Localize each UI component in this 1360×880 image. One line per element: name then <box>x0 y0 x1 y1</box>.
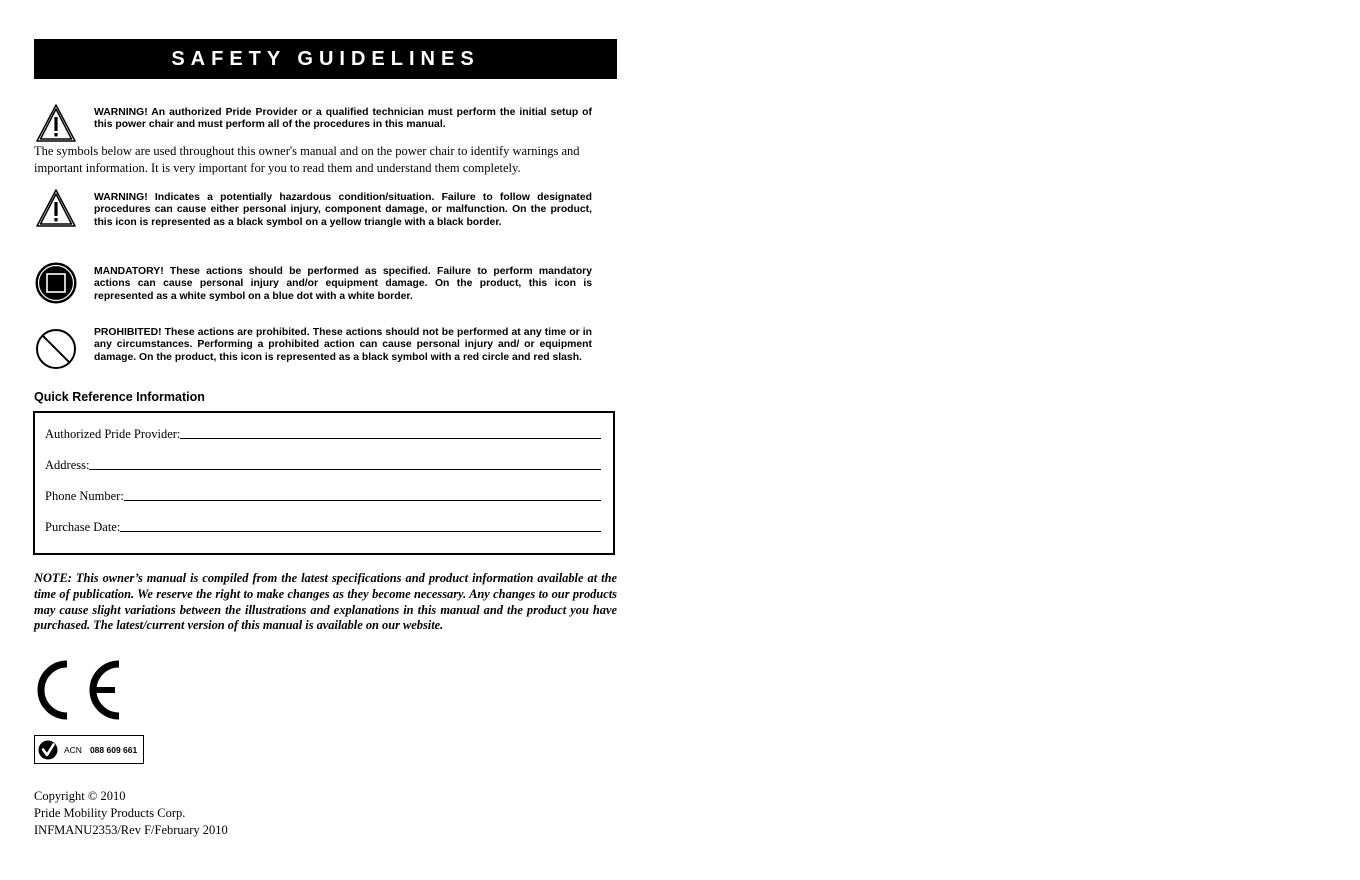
ce-mark-icon <box>34 658 126 722</box>
symbol-warning <box>34 192 592 231</box>
symbol-mandatory-text: MANDATORY! These actions should be performed as specified. Failure to perform mandatory actions can cause personal injury and/or equipment damage. On the product, this icon is represented as a white symbol on a blue dot with a white border. <box>94 266 592 302</box>
c-tick-badge <box>34 735 144 764</box>
phone-field[interactable] <box>45 489 601 504</box>
manual-note: NOTE: This owner’s manual is compiled from the latest specifications and product information available at the time of publication. We reserve the right to make changes as they become necessary. Any changes to our products may cause slight variations between the illustrations and explanations in this manual and the product you have purchased. The latest/current version of this manual is available on our website. <box>34 571 617 633</box>
quick-reference-title: Quick Reference Information <box>34 390 205 404</box>
warning-triangle-icon <box>34 102 78 146</box>
acn-number: 088 609 661 <box>89 744 138 755</box>
provider-field[interactable] <box>45 427 601 442</box>
mandatory-dot-icon <box>34 261 78 305</box>
document-reference: INFMANU2353/Rev F/February 2010 <box>34 823 228 837</box>
provider-line <box>180 437 601 439</box>
symbol-warning-text: WARNING! Indicates a potentially hazardous condition/situation. Failure to follow designated procedures can cause either personal injury, component damage, or malfunction. On the product, this icon is represented as a black symbol on a yellow triangle with a black border. <box>94 192 592 228</box>
symbols-intro: The symbols below are used throughout this owner's manual and on the power chair to identify warnings and important information. It is very important for you to read them and understand them completely. <box>34 144 580 175</box>
purchase-date-field[interactable] <box>45 520 601 535</box>
page-title: SAFETY GUIDELINES <box>34 39 617 79</box>
prohibited-circle-icon <box>34 327 78 371</box>
warning-triangle-icon <box>34 187 78 231</box>
acn-label: ACN <box>64 744 82 755</box>
symbol-prohibited-text: PROHIBITED! These actions are prohibited. These actions should not be performed at any time or in any circumstances. Performing a prohibited action can cause personal injury and/ or equipment damage. On the product, this icon is represented as a black symbol with a red circle and red slash. <box>94 327 592 363</box>
setup-warning <box>34 107 592 146</box>
c-tick-icon <box>38 740 58 760</box>
purchase-date-label: Purchase Date: <box>45 520 121 534</box>
symbol-mandatory <box>34 266 592 305</box>
address-label: Address: <box>45 458 90 472</box>
copyright-text: Copyright © 2010 <box>34 789 126 803</box>
setup-warning-text: WARNING! An authorized Pride Provider or a qualified technician must perform the initial setup of this power chair and must perform all of the procedures in this manual. <box>94 107 592 131</box>
provider-label: Authorized Pride Provider: <box>45 427 181 441</box>
footer <box>34 788 228 839</box>
phone-label: Phone Number: <box>45 489 124 503</box>
quick-reference-box <box>33 411 615 555</box>
purchase-date-line <box>120 530 601 532</box>
address-line <box>89 468 601 470</box>
company-name: Pride Mobility Products Corp. <box>34 806 186 820</box>
symbol-prohibited <box>34 327 592 371</box>
phone-line <box>124 499 601 501</box>
address-field[interactable] <box>45 458 601 473</box>
